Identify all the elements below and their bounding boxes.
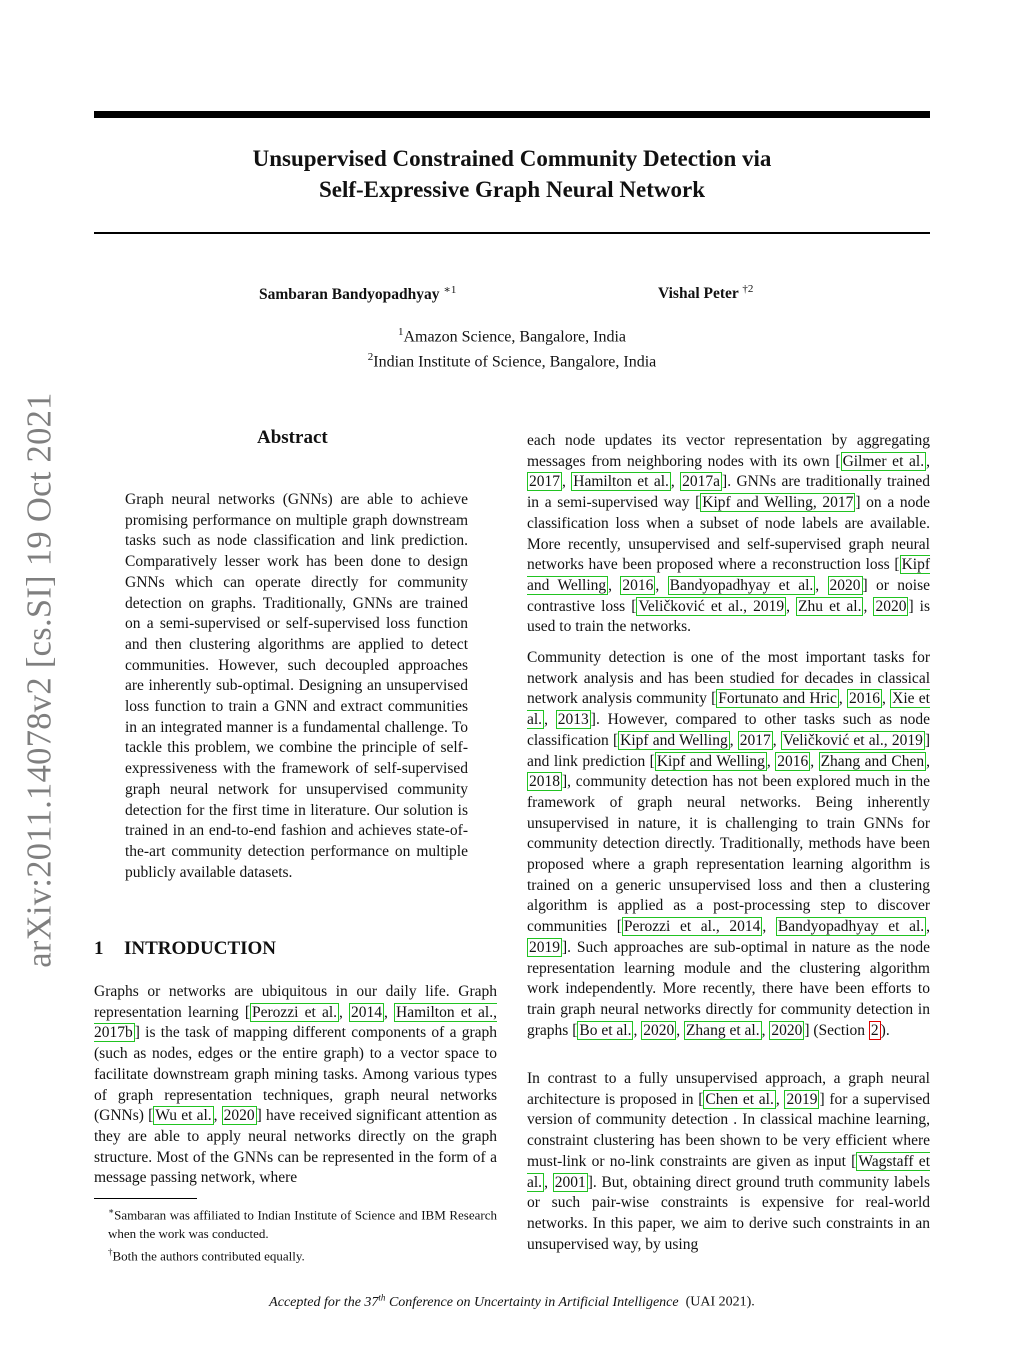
citation-link[interactable]: Fortunato and Hric	[718, 690, 837, 708]
page-footer: Accepted for the 37th Conference on Uncertainty in Artificial Intelligence (UAI 2021).	[269, 1292, 755, 1310]
arxiv-stamp	[10, 385, 70, 975]
citation-link[interactable]: Gilmer et al.	[842, 452, 925, 470]
intro-paragraph: Graphs or networks are ubiquitous in our daily life. Graph representation learning [ Perozzi et al. , 2014 , Hamilton et al., 2017b ] is the task of mapping different components of a graph (such as nodes, edges or the entire graph) to a vector space to facilitate downstream graph mining tasks. Among various types of graph representation techniques, graph neural networks (GNNs) [ Wu et al. , 2020 ] have received significant attention as they are able to apply neural networks directly on the graph structure. Most of the GNNs can be represented in the form of a message passing network, where	[94, 983, 497, 1187]
right-paragraph-1: each node updates its vector representation by aggregating messages from neighboring nodes with its own [ Gilmer et al. , 2017 , Hamilton et al. , 2017a ]. GNNs are traditionally trained in a semi-supervised way [ Kipf and Welling, 2017 ] on a node classification loss when a subset of node labels are available. More recently, unsupervised and self-supervised graph neural networks have been proposed where a reconstruction loss [ Kipf and Welling , 2016 , Bandyopadhyay et al. , 2020 ] or noise contrastive loss [ Veličković et al., 2019 , Zhu et al. , 2020 ] is used to train the networks.	[527, 432, 931, 636]
citation-link[interactable]: 2018	[529, 773, 560, 791]
citation-link[interactable]: 2019	[529, 938, 560, 956]
right-paragraph-3: In contrast to a fully unsupervised approach, a graph neural architecture is proposed in [ Chen et al. , 2019 ] for a supervised version of community detection . In classical machine learning, constraint clustering has been shown to be very efficient where must-link or no-link constraints are given as input [ Wagstaff et al. , 2001 ]. But, obtaining direct ground truth community labels or such pair-wise constraints is expensive for real-world networks. In this paper, we aim to derive such constraints in an unsupervised way, by using	[527, 1070, 931, 1253]
citation-link[interactable]: Perozzi et al., 2014	[623, 918, 761, 936]
title-line-2: Self-Expressive Graph Neural Network	[318, 177, 706, 202]
affiliation-2: $^2$Indian Institute of Science, Bangalore, India	[367, 351, 657, 371]
citation-link[interactable]: Veličković et al., 2019	[638, 597, 785, 615]
author-2-marks: †2	[742, 283, 754, 295]
citation-link[interactable]: 2020	[771, 1021, 803, 1039]
paper-title	[94, 143, 930, 205]
citation-link[interactable]: Kipf and Welling	[527, 556, 930, 594]
citation-link[interactable]: Xie et al.	[527, 690, 930, 729]
citation-link[interactable]: Wagstaff et al.	[527, 1152, 930, 1191]
citation-link[interactable]: 2017a	[682, 473, 721, 491]
citation-link[interactable]: Kipf and Welling, 2017	[702, 494, 854, 512]
citation-link[interactable]: Chen et al.	[705, 1090, 774, 1108]
citation-link[interactable]: 2013	[557, 711, 589, 729]
citation-link[interactable]: Hamilton et al.	[573, 473, 669, 491]
author-1-marks: ∗1	[443, 284, 457, 296]
citation-link[interactable]: 2019	[786, 1090, 818, 1108]
affiliations	[94, 322, 930, 373]
section-heading	[94, 938, 276, 960]
affiliation-1: $^1$Amazon Science, Bangalore, India	[397, 326, 627, 346]
citation-link[interactable]: Zhu et al.	[798, 597, 862, 615]
citation-link[interactable]: Hamilton et al., 2017b	[94, 1003, 497, 1042]
abstract-body: Graph neural networks (GNNs) are able to achieve promising performance on multiple graph downstream tasks such as node classification and link prediction. Comparatively lesser work has been done to design GNNs which can operate directly for community detection on graphs. Traditionally, GNNs are trained on a semi-supervised or self-supervised loss function and then clustering algorithms are applied to detect communities. However, such decoupled approaches are inherently sub-optimal. Designing an unsupervised loss function to train a GNN and extract communities in an integrated manner is a fundamental challenge. To tackle this problem, we combine the principle of self-expressiveness with the framework of self-supervised graph neural network for unsupervised community detection for the first time in literature. Our solution is trained in an end-to-end fashion and achieves state-of-the-art community detection performance on multiple publicly available datasets.	[125, 491, 468, 881]
citation-link[interactable]: Bandyopadhyay et al.	[777, 918, 925, 936]
citation-link[interactable]: 2017	[739, 731, 771, 749]
citation-link[interactable]: Veličković et al., 2019	[782, 731, 923, 749]
top-rule	[94, 111, 930, 118]
citation-link[interactable]: 2020	[829, 576, 861, 594]
citation-link[interactable]: 2020	[643, 1021, 675, 1039]
arxiv-stamp-text: arXiv:2011.14078v2 [cs.SI] 19 Oct 2021	[20, 392, 59, 968]
citation-link[interactable]: Zhang et al.	[685, 1021, 760, 1039]
citation-link[interactable]: 2014	[351, 1003, 383, 1021]
citation-link[interactable]: 2016	[777, 752, 809, 770]
title-line-1: Unsupervised Constrained Community Detection via	[252, 146, 772, 171]
right-paragraph-2: Community detection is one of the most important tasks for network analysis and has been studied for decades in classical network analysis community [ Fortunato and Hric , 2016 , Xie et al. , 2013 ]. However, compared to other tasks such as node classification [ Kipf and Welling , 2017 , Veličković et al., 2019 ] and link prediction [ Kipf and Welling , 2016 , Zhang and Chen , 2018 ], community detection has not been explored much in the framework of graph neural networks. Being inherently unsupervised in nature, it is challenging to train GNNs for community detection directly. Traditionally, methods have been proposed where a graph representation learning algorithm is trained on a generic unsupervised loss and then a clustering algorithm is applied as a post-processing step to discover communities [ Perozzi et al., 2014 , Bandyopadhyay et al. , 2019 ]. Such approaches are sub-optimal in nature as the node representation learning module and the clustering algorithm work independently. More recently, there have been efforts to train graph neural networks directly for community detection in graphs [ Bo et al. , 2020 , Zhang et al. , 2020 ] (Section 2 ).	[527, 649, 931, 1039]
citation-link[interactable]: Bo et al.	[579, 1021, 632, 1039]
author-1-name: Sambaran Bandyopadhyay	[259, 286, 440, 304]
section-number: 1	[94, 938, 104, 959]
citation-link[interactable]: Kipf and Welling	[656, 752, 765, 770]
author-1	[259, 283, 456, 304]
citation-link[interactable]: Bandyopadhyay et al.	[669, 576, 814, 594]
footnote-2: †Both the authors contributed equally.	[108, 1247, 305, 1264]
footnote-1: ∗Sambaran was affiliated to Indian Institute of Science and IBM Research when the work was conducted.	[108, 1206, 497, 1242]
footnotes	[94, 1202, 497, 1266]
abstract-heading: Abstract	[257, 427, 328, 448]
section-ref-link[interactable]: 2	[870, 1021, 879, 1039]
title-rule	[94, 232, 930, 234]
citation-link[interactable]: 2016	[622, 576, 654, 594]
footnote-rule	[94, 1198, 197, 1199]
citation-link[interactable]: 2020	[875, 597, 907, 615]
citation-link[interactable]: 2020	[223, 1107, 255, 1125]
citation-link[interactable]: Wu et al.	[155, 1107, 212, 1125]
citation-link[interactable]: Zhang and Chen	[820, 752, 925, 770]
citation-link[interactable]: Kipf and Welling	[620, 731, 728, 749]
citation-link[interactable]: 2016	[849, 690, 881, 708]
author-2	[658, 283, 753, 303]
citation-link[interactable]: Perozzi et al.	[252, 1003, 338, 1021]
citation-link[interactable]: 2017	[529, 473, 560, 491]
citation-link[interactable]: 2001	[554, 1173, 586, 1191]
section-title: INTRODUCTION	[124, 938, 277, 959]
author-2-name: Vishal Peter	[658, 285, 739, 303]
